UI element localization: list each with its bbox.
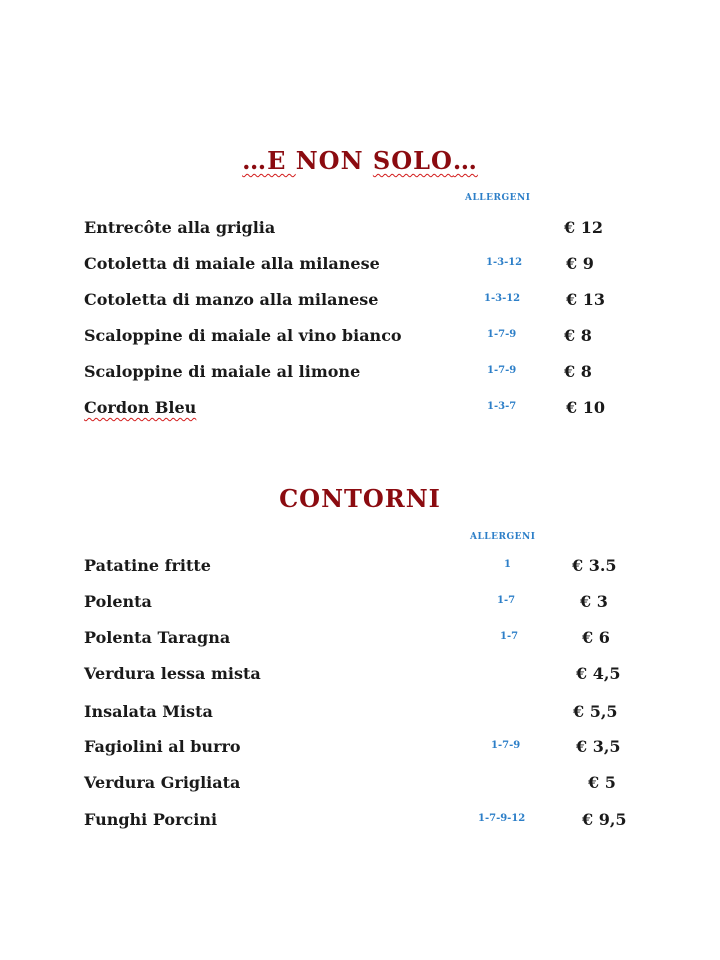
menu-item [0,398,720,428]
item-name: Cotoletta di maiale alla milanese [84,254,380,273]
item-allergens: 1-7 [500,631,519,642]
menu-item [0,362,720,392]
item-name: Scaloppine di maiale al limone [84,362,361,381]
title-prefix: …E [242,146,296,175]
item-name: Patatine fritte [84,556,211,575]
item-price: € 12 [564,218,603,237]
item-price: € 3.5 [572,556,617,575]
item-price: € 5 [588,773,616,792]
item-allergens: 1-3-12 [484,293,521,304]
menu-item [0,290,720,320]
title-main: NON [295,146,364,175]
item-price: € 13 [566,290,605,309]
item-allergens: 1-7-9 [487,365,517,376]
item-price: € 10 [566,398,605,417]
item-allergens: 1-3-12 [486,257,523,268]
section-title-contorni: CONTORNI [279,484,441,513]
item-name: Fagiolini al burro [84,737,241,756]
item-price: € 5,5 [573,702,618,721]
section-title-non-solo [0,146,720,175]
item-allergens: 1-7 [497,595,516,606]
item-price: € 3,5 [576,737,621,756]
item-price: € 3 [580,592,608,611]
menu-item [0,810,720,840]
item-price: € 4,5 [576,664,621,683]
menu-item [0,254,720,284]
item-name: Polenta [84,592,152,611]
menu-item [0,702,720,732]
item-name: Cordon Bleu [84,398,197,417]
item-allergens: 1-7-9 [487,329,517,340]
title-mid [364,146,373,175]
menu-item [0,628,720,658]
title-word: SOLO [372,146,453,175]
menu-item [0,592,720,622]
item-name [84,628,230,647]
item-name: Funghi Porcini [84,810,218,829]
item-price: € 6 [582,628,610,647]
menu-item [0,737,720,767]
item-name-part: Polenta Taragna [84,628,231,647]
item-name: Scaloppine di maiale al vino bianco [84,326,402,345]
item-name: Cotoletta di manzo alla milanese [84,290,379,309]
item-price: € 9,5 [582,810,627,829]
menu-item [0,773,720,803]
menu-item [0,664,720,694]
item-name: Insalata Mista [84,702,213,721]
menu-item [0,556,720,586]
item-price: € 8 [564,362,592,381]
item-name: Entrecôte alla griglia [84,218,276,237]
menu-item [0,218,720,248]
item-allergens: 1-7-9 [491,740,521,751]
item-allergens: 1 [504,559,511,570]
item-allergens: 1-7-9-12 [478,813,526,824]
item-name: Verdura Grigliata [84,773,241,792]
menu-item [0,326,720,356]
item-allergens: 1-3-7 [487,401,517,412]
item-price: € 8 [564,326,592,345]
title-suffix: … [452,146,478,175]
item-price: € 9 [566,254,594,273]
allergen-heading: ALLERGENI [465,193,531,203]
item-name: Verdura lessa mista [84,664,261,683]
allergen-heading: ALLERGENI [470,532,536,542]
